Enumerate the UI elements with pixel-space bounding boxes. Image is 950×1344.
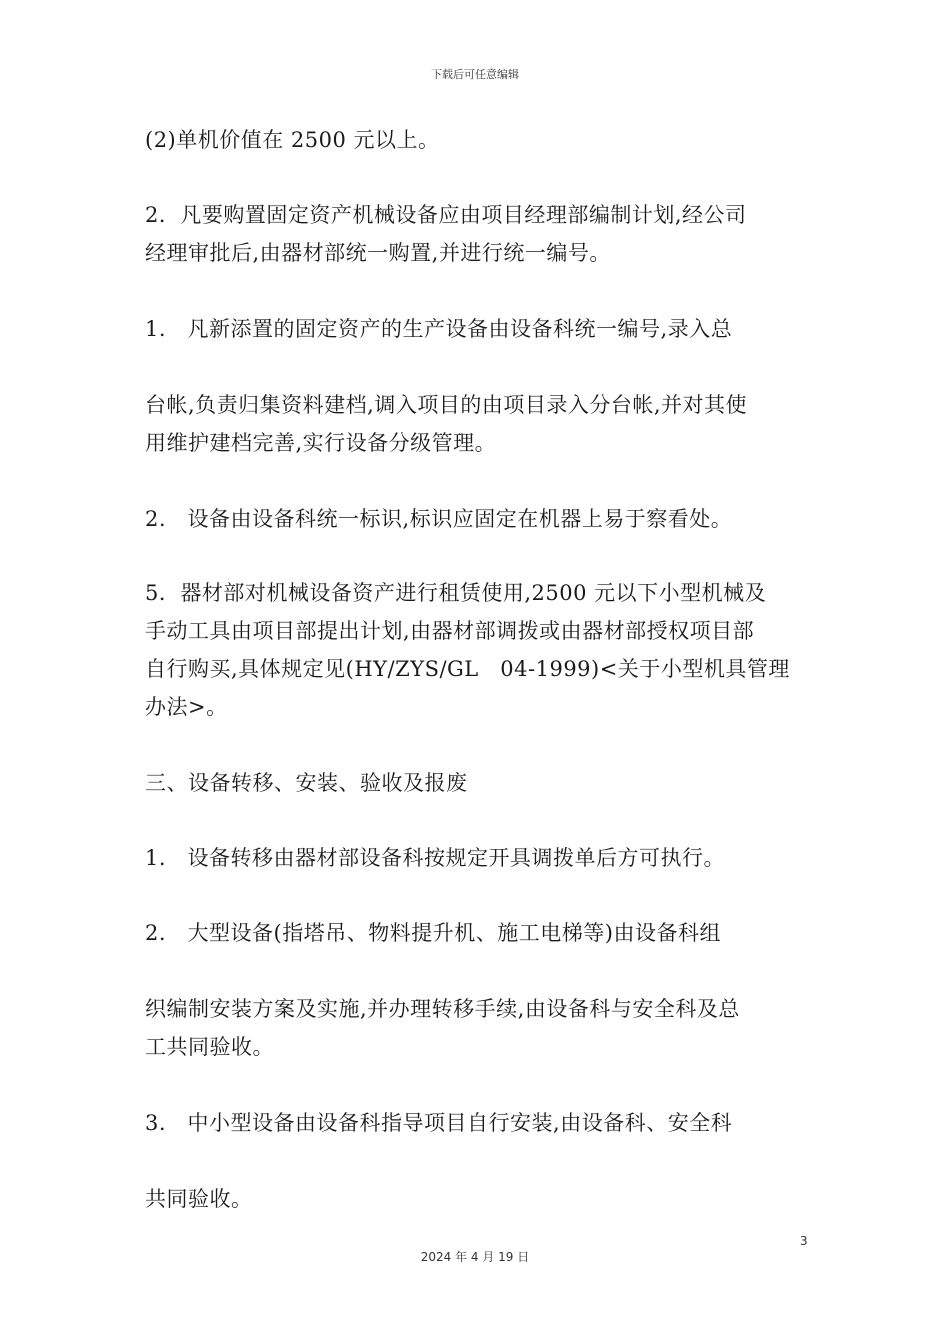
paragraph-line: 台帐,负责归集资料建档,调入项目的由项目录入分台帐,并对其使: [145, 393, 748, 417]
paragraph-line: 自行购买,具体规定见(HY/ZYS/GL 04-1999)<关于小型机具管理: [145, 657, 790, 681]
paragraph-line: 织编制安装方案及实施,并办理转移手续,由设备科与安全科及总: [145, 997, 740, 1021]
paragraph-line: 手动工具由项目部提出计划,由器材部调拨或由器材部授权项目部: [145, 619, 755, 643]
page-header: 下载后可任意编辑: [431, 68, 519, 81]
paragraph-line: 工共同验收。: [145, 1035, 274, 1059]
paragraph-line: 1. 凡新添置的固定资产的生产设备由设备科统一编号,录入总: [145, 317, 733, 341]
paragraph-line: 2. 大型设备(指塔吊、物料提升机、施工电梯等)由设备科组: [145, 921, 721, 945]
paragraph-line: 5．器材部对机械设备资产进行租赁使用,2500 元以下小型机械及: [145, 581, 767, 605]
paragraph-line: 1. 设备转移由器材部设备科按规定开具调拨单后方可执行。: [145, 846, 726, 870]
paragraph-line: 共同验收。: [145, 1187, 253, 1211]
paragraph-line: 2．凡要购置固定资产机械设备应由项目经理部编制计划,经公司: [145, 203, 747, 227]
footer-date: 2024 年 4 月 19 日: [420, 1250, 530, 1264]
section-heading: 三、设备转移、安装、验收及报废: [145, 771, 468, 795]
page-number: 3: [800, 1234, 808, 1248]
paragraph-line: 3. 中小型设备由设备科指导项目自行安装,由设备科、安全科: [145, 1111, 733, 1135]
paragraph-line: 经理审批后,由器材部统一购置,并进行统一编号。: [145, 241, 611, 265]
paragraph-line: 用维护建档完善,实行设备分级管理。: [145, 431, 497, 455]
paragraph-line: 办法>。: [145, 695, 228, 719]
paragraph-line: (2)单机价值在 2500 元以上。: [145, 128, 440, 152]
paragraph-line: 2. 设备由设备科统一标识,标识应固定在机器上易于察看处。: [145, 507, 733, 531]
